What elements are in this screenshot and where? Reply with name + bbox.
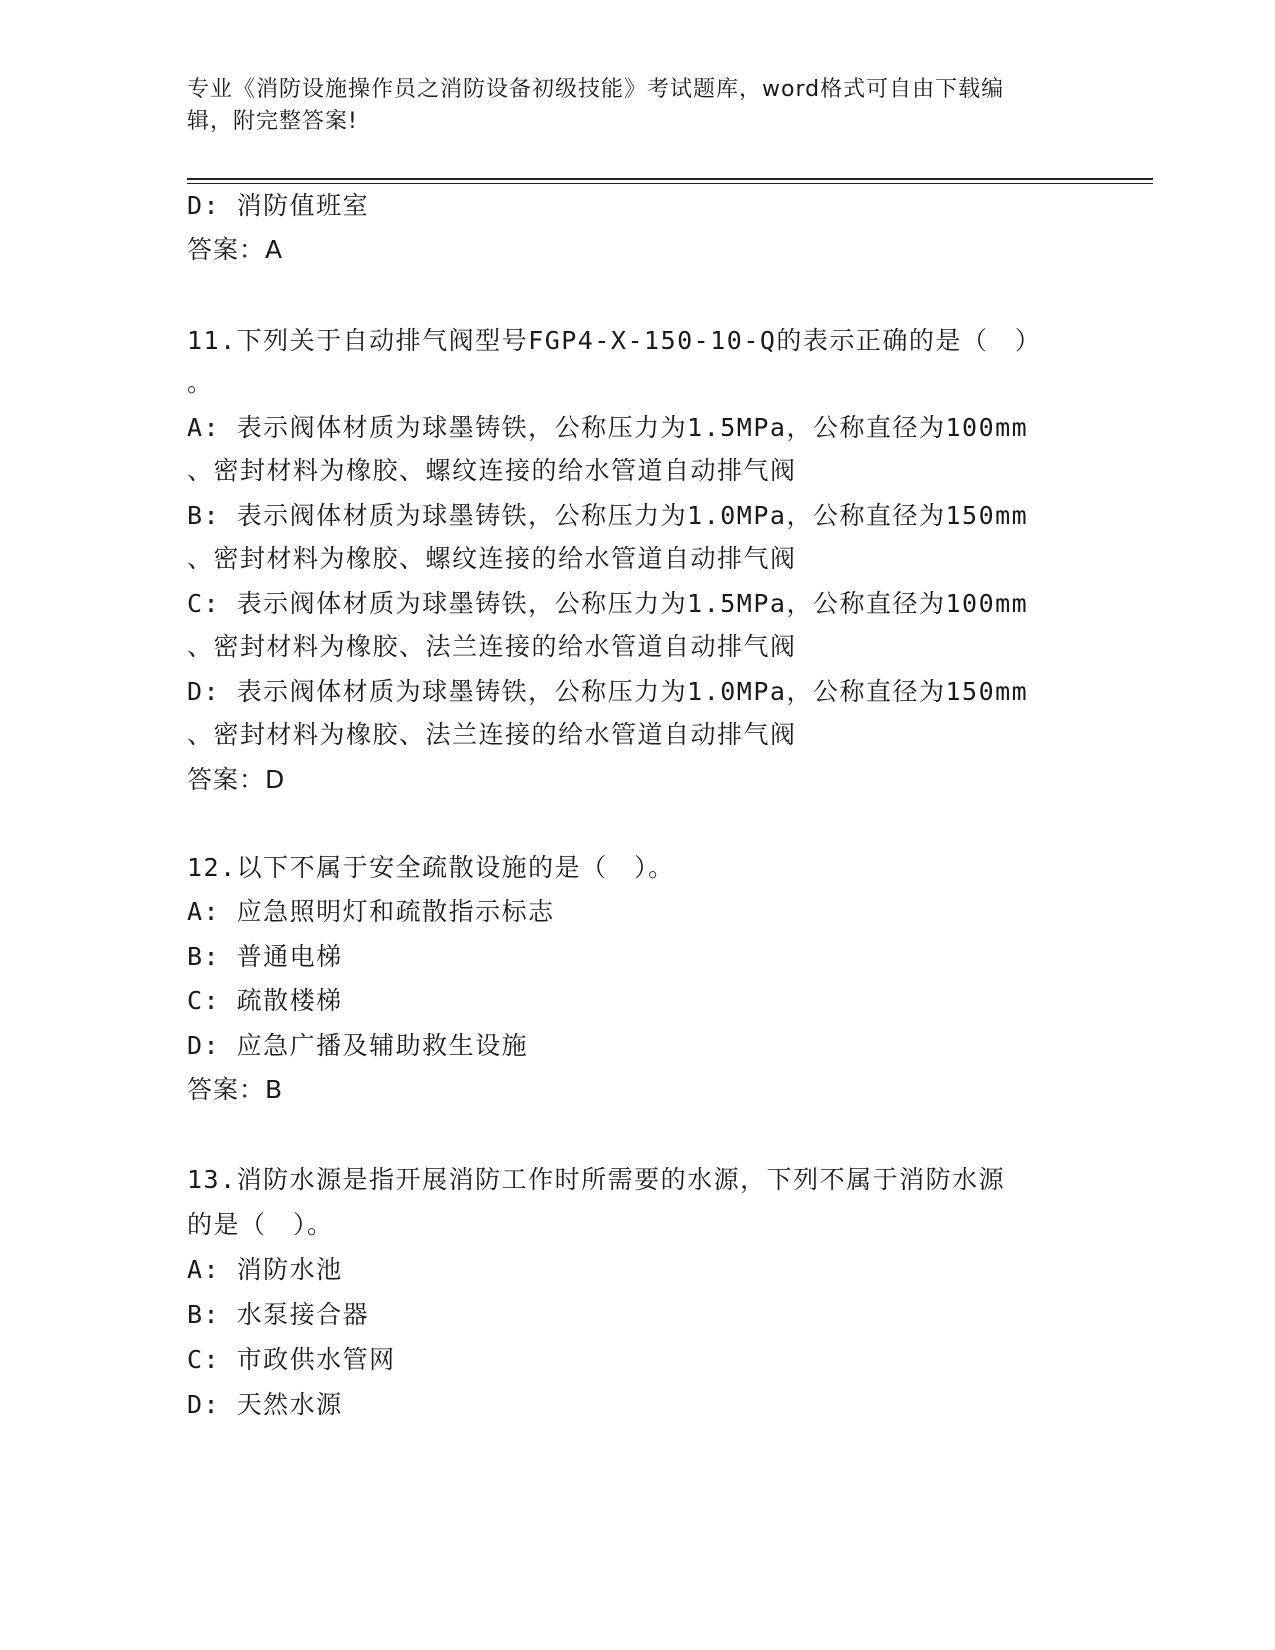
q12-option-d: D: 应急广播及辅助救生设施 xyxy=(187,1031,529,1060)
prev-option-d: D: 消防值班室 xyxy=(187,191,370,220)
q11-stem-line-2: 。 xyxy=(187,368,214,397)
q11-stem-line-1: 11.下列关于自动排气阀型号FGP4-X-150-10-Q的表示正确的是（ ） xyxy=(187,326,1042,355)
q12-answer: 答案：B xyxy=(187,1075,284,1104)
q13-option-b: B: 水泵接合器 xyxy=(187,1300,370,1329)
q11-option-c-line-2: 、密封材料为橡胶、法兰连接的给水管道自动排气阀 xyxy=(187,632,797,661)
q12-option-a: A: 应急照明灯和疏散指示标志 xyxy=(187,897,555,926)
header-line-2: 辑，附完整答案! xyxy=(187,109,358,134)
header-line-1: 专业《消防设施操作员之消防设备初级技能》考试题库，word格式可自由下载编 xyxy=(187,77,1005,102)
q13-stem-line-1: 13.消防水源是指开展消防工作时所需要的水源，下列不属于消防水源 xyxy=(187,1165,1006,1194)
q13-option-c: C: 市政供水管网 xyxy=(187,1345,396,1374)
header-divider-thin xyxy=(187,183,1153,184)
q13-stem-line-2: 的是（ ）。 xyxy=(187,1210,334,1239)
header-divider-thick xyxy=(187,178,1153,180)
q11-option-d-line-1: D: 表示阀体材质为球墨铸铁，公称压力为1.0MPa，公称直径为150mm xyxy=(187,677,1029,706)
q13-option-d: D: 天然水源 xyxy=(187,1390,343,1419)
q11-option-a-line-1: A: 表示阀体材质为球墨铸铁，公称压力为1.5MPa，公称直径为100mm xyxy=(187,413,1029,442)
q12-option-b: B: 普通电梯 xyxy=(187,942,343,971)
q11-option-b-line-2: 、密封材料为橡胶、螺纹连接的给水管道自动排气阀 xyxy=(187,544,797,573)
prev-answer: 答案：A xyxy=(187,235,284,264)
q11-answer: 答案：D xyxy=(187,765,286,794)
q11-option-a-line-2: 、密封材料为橡胶、螺纹连接的给水管道自动排气阀 xyxy=(187,456,797,485)
q12-stem: 12.以下不属于安全疏散设施的是（ ）。 xyxy=(187,853,675,882)
q13-option-a: A: 消防水池 xyxy=(187,1255,343,1284)
q11-option-b-line-1: B: 表示阀体材质为球墨铸铁，公称压力为1.0MPa，公称直径为150mm xyxy=(187,501,1029,530)
q11-option-c-line-1: C: 表示阀体材质为球墨铸铁，公称压力为1.5MPa，公称直径为100mm xyxy=(187,589,1029,618)
q11-option-d-line-2: 、密封材料为橡胶、法兰连接的给水管道自动排气阀 xyxy=(187,720,797,749)
header-title xyxy=(187,74,1067,138)
q12-option-c: C: 疏散楼梯 xyxy=(187,986,343,1015)
